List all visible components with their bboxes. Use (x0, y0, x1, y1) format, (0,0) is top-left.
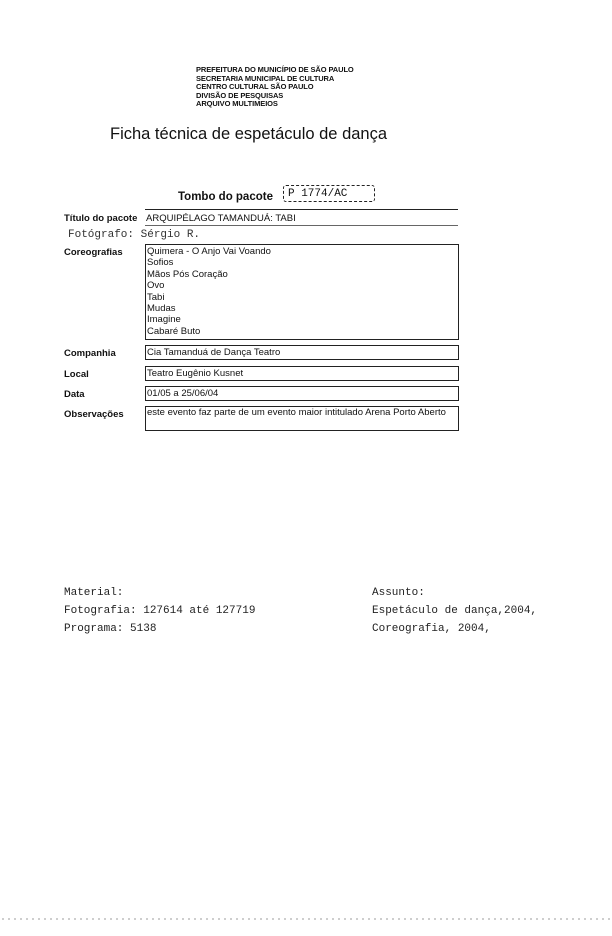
data-label: Data (64, 389, 85, 400)
tombo-label: Tombo do pacote (178, 191, 273, 203)
material-block (64, 584, 255, 638)
header-line: PREFEITURA DO MUNICÍPIO DE SÃO PAULO (196, 65, 354, 74)
coreografias-list (147, 246, 271, 337)
list-item: Tabi (147, 291, 165, 303)
observacoes-label: Observações (64, 409, 124, 420)
list-item: Sofios (147, 257, 174, 269)
coreografias-label: Coreografias (64, 247, 123, 258)
material-fotografia: Fotografia: 127614 até 127719 (64, 605, 256, 617)
header-line: ARQUIVO MULTIMEIOS (196, 99, 278, 109)
local-value: Teatro Eugênio Kusnet (147, 368, 244, 379)
list-item: Mãos Pós Coração (147, 268, 228, 280)
tombo-value: P 1774/AC (283, 185, 375, 202)
titulo-value: ARQUIPÉLAGO TAMANDUÁ: TABI (146, 213, 296, 224)
header-line: DIVISÃO DE PESQUISAS (196, 90, 284, 100)
assunto-heading: Assunto: (372, 587, 425, 599)
companhia-value: Cia Tamanduá de Dança Teatro (147, 347, 281, 358)
list-item: Mudas (147, 303, 176, 315)
fotografo-stamp: Fotógrafo: Sérgio R. (68, 229, 201, 241)
assunto-line: Espetáculo de dança,2004, (372, 605, 538, 617)
page-title: Ficha técnica de espetáculo de dança (110, 125, 388, 143)
observacoes-value: este evento faz parte de um evento maior intitulado Arena Porto Aberto (147, 407, 446, 418)
assunto-line: Coreografia, 2004, (372, 623, 491, 635)
local-label: Local (64, 369, 89, 380)
companhia-label: Companhia (64, 348, 116, 359)
list-item: Quimera - O Anjo Vai Voando (147, 246, 271, 257)
divider (145, 225, 458, 226)
header-line: CENTRO CULTURAL SÃO PAULO (196, 82, 314, 92)
divider (145, 209, 458, 210)
titulo-label: Título do pacote (64, 213, 138, 224)
list-item: Ovo (147, 280, 165, 292)
list-item: Imagine (147, 314, 181, 326)
data-value: 01/05 a 25/06/04 (147, 388, 219, 399)
material-heading: Material: (64, 587, 124, 599)
scan-noise-strip (0, 916, 612, 922)
material-programa: Programa: 5138 (64, 623, 157, 635)
institution-header (196, 66, 354, 109)
list-item: Cabaré Buto (147, 325, 201, 337)
assunto-block (372, 584, 537, 638)
header-line: SECRETARIA MUNICIPAL DE CULTURA (196, 73, 335, 83)
